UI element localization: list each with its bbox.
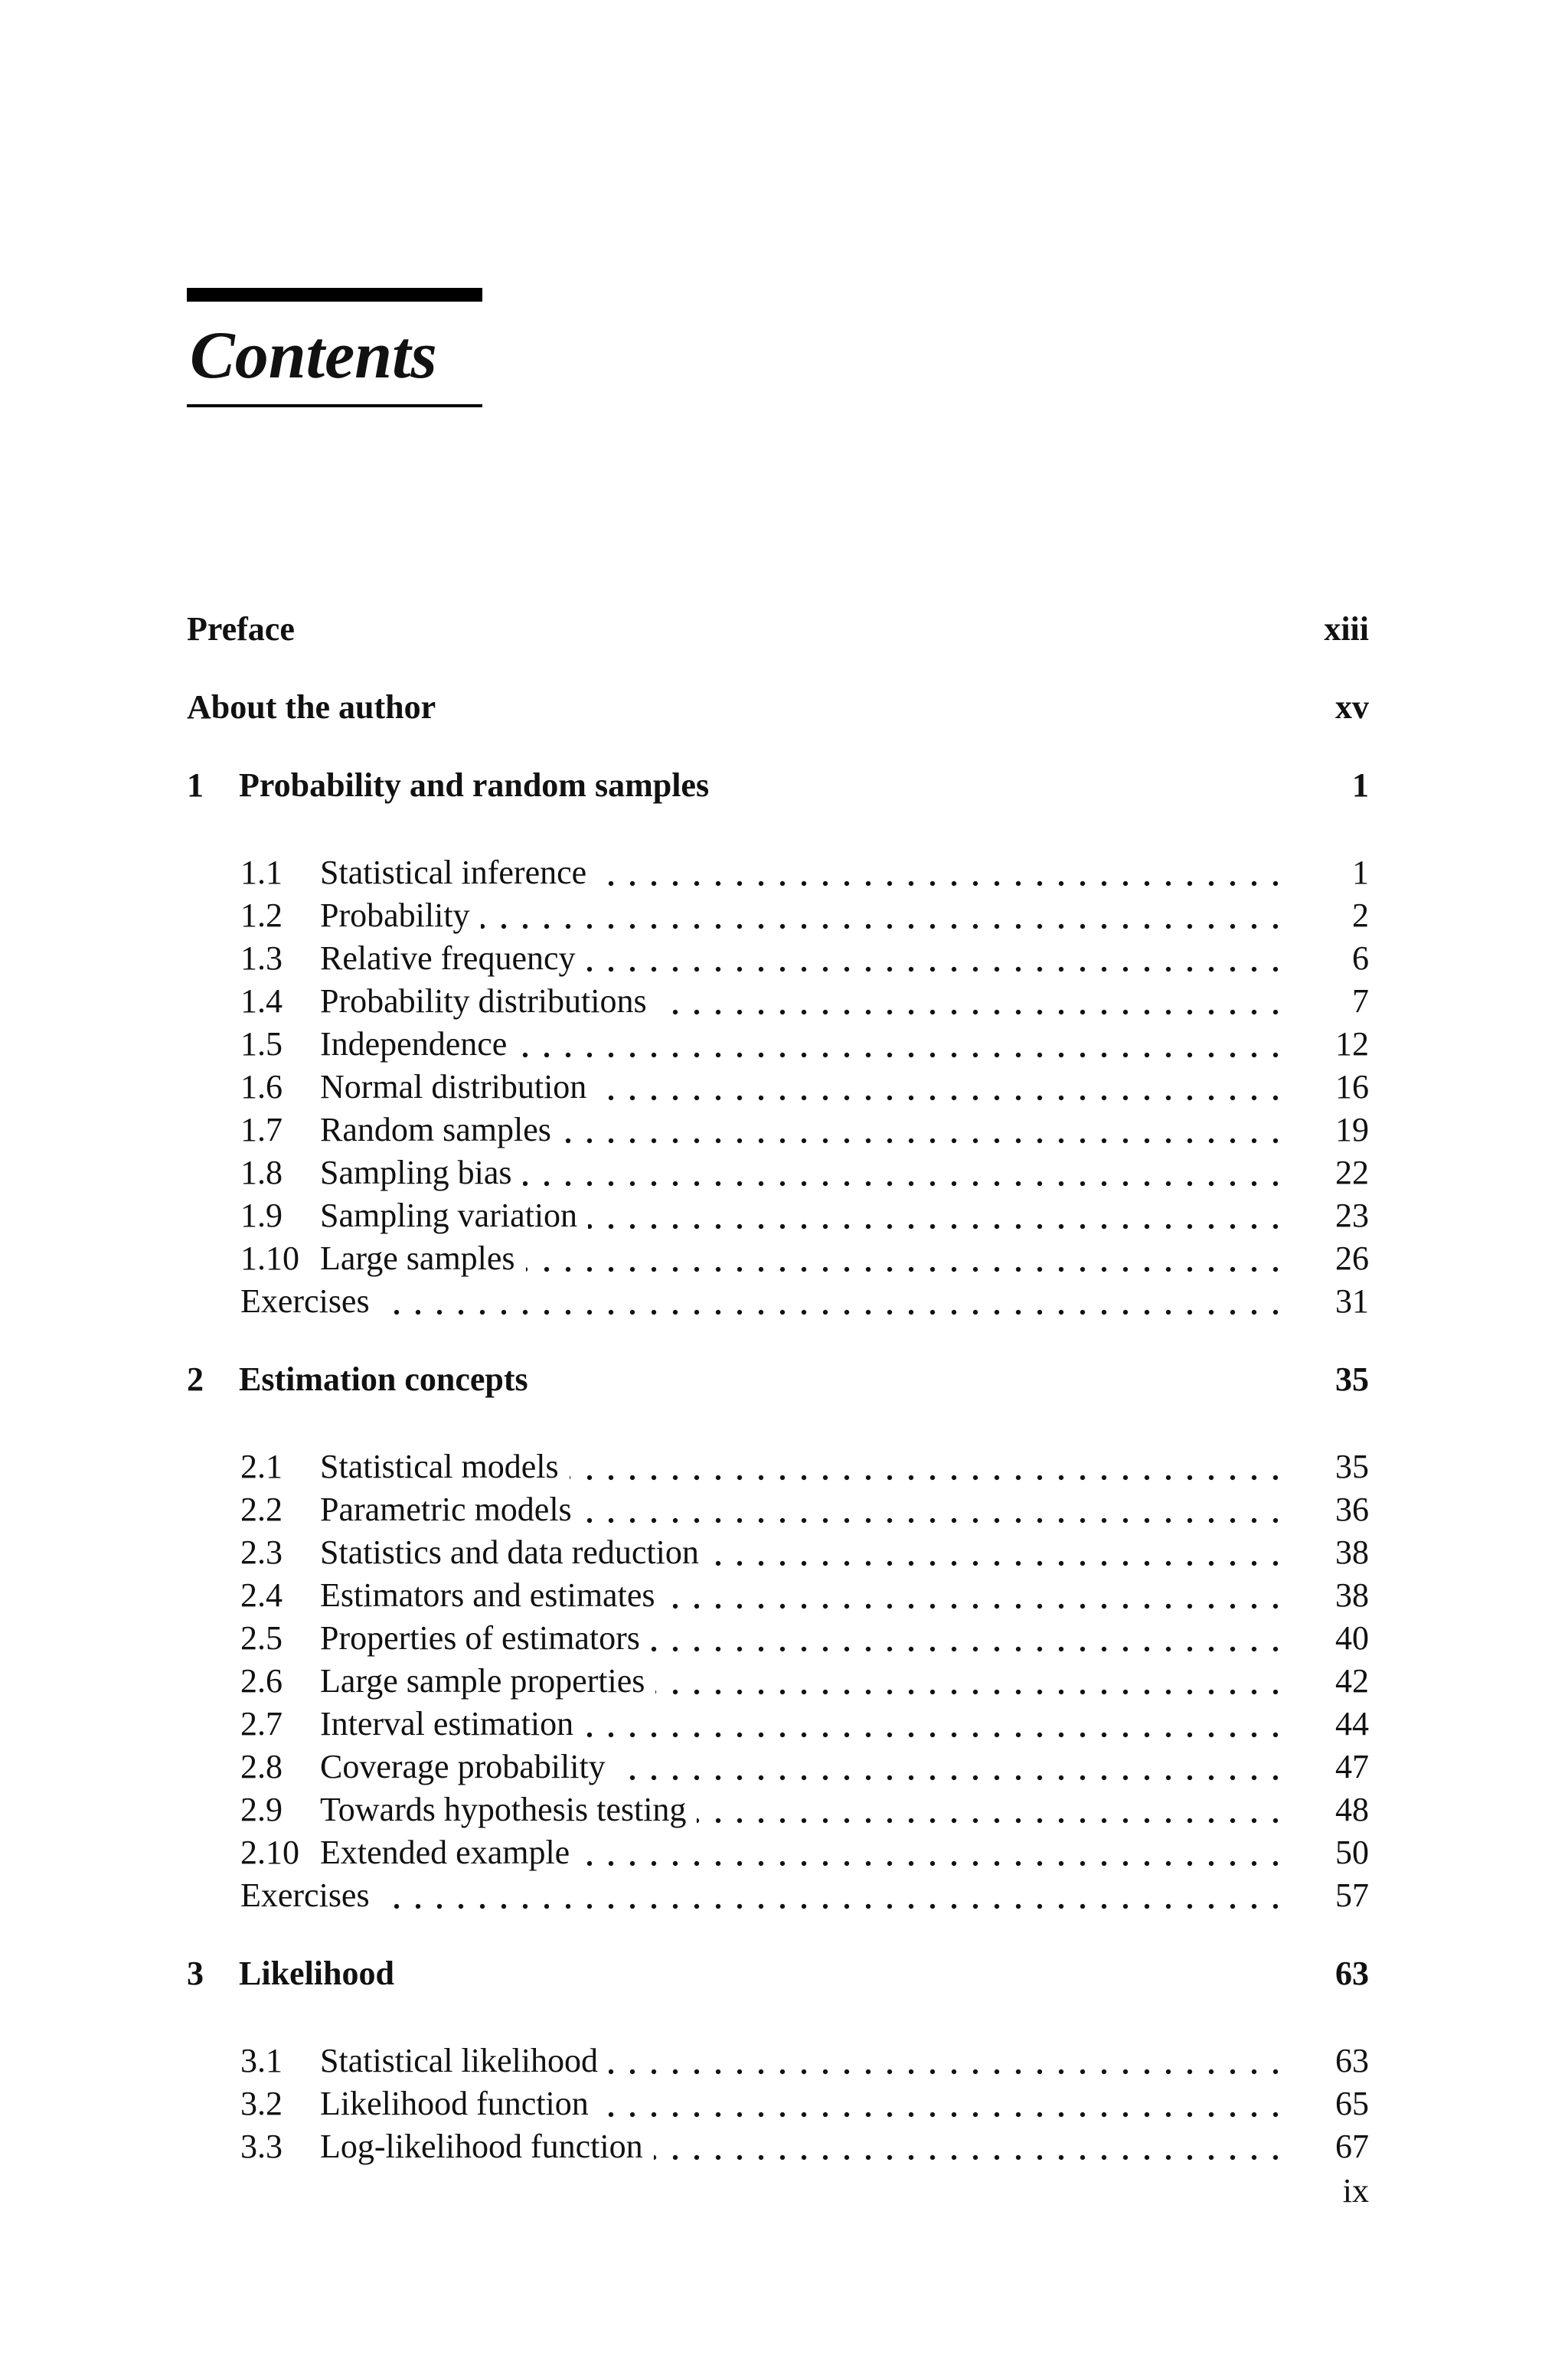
toc-entry-page: xiii (1324, 610, 1369, 648)
toc-entry-number: 2.1 (240, 1448, 283, 1485)
toc-entry-number: 2.4 (240, 1576, 283, 1614)
toc-entry-title: Sampling variation (320, 1197, 578, 1234)
toc-entry-title: Preface (187, 610, 295, 648)
toc-entry-page: 44 (1335, 1705, 1369, 1743)
toc-entry-title: Likelihood function (320, 2085, 589, 2122)
toc-entry-section[interactable] (187, 1615, 1369, 1661)
toc-entry-number: 3.1 (240, 2042, 283, 2079)
dot-leader (526, 1236, 1286, 1282)
dot-leader (697, 1787, 1286, 1833)
toc-entry-section[interactable] (187, 1573, 1369, 1618)
toc-entry-number: 2.8 (240, 1748, 283, 1785)
toc-entry-chapter[interactable] (187, 763, 1369, 808)
toc-entry-title: Probability (320, 897, 470, 934)
toc-entry-section[interactable] (187, 1444, 1369, 1490)
toc-entry-page: 38 (1335, 1576, 1369, 1614)
toc-entry-number: 1.5 (240, 1025, 283, 1063)
toc-entry-number: 2.3 (240, 1533, 283, 1571)
dot-leader (665, 1573, 1286, 1618)
toc-entry-page: 23 (1335, 1197, 1369, 1234)
dot-leader (562, 1107, 1286, 1153)
toc-entry-title: Towards hypothesis testing (320, 1791, 687, 1828)
dot-leader (588, 1193, 1286, 1239)
dot-leader (597, 850, 1286, 896)
toc-entry-title: Large sample properties (320, 1662, 645, 1700)
toc-entry-title: Large samples (320, 1240, 515, 1277)
page-title: Contents (190, 318, 437, 393)
toc-entry-page: 22 (1335, 1154, 1369, 1191)
toc-entry-page: 7 (1352, 982, 1369, 1020)
toc-entry-page: 6 (1352, 939, 1369, 977)
toc-entry-page: 38 (1335, 1533, 1369, 1571)
toc-entry-page: 35 (1335, 1448, 1369, 1485)
toc-entry-title: Properties of estimators (320, 1619, 640, 1657)
toc-entry-page: 67 (1335, 2128, 1369, 2165)
toc-entry-page: 63 (1335, 2042, 1369, 2079)
dot-leader (654, 2124, 1286, 2170)
toc-entry-page: 42 (1335, 1662, 1369, 1700)
toc-entry-title: Random samples (320, 1111, 551, 1148)
toc-entry-title: Normal distribution (320, 1068, 587, 1106)
toc-entry-section[interactable] (187, 2038, 1369, 2084)
title-bottom-rule (187, 404, 482, 407)
toc-entry-page: 19 (1335, 1111, 1369, 1148)
toc-entry-page: 40 (1335, 1619, 1369, 1657)
toc-entry-chapter[interactable] (187, 1951, 1369, 1997)
toc-entry-page: 31 (1335, 1282, 1369, 1320)
toc-entry-number: 1.8 (240, 1154, 283, 1191)
dot-leader (481, 893, 1286, 939)
dot-leader (584, 1701, 1286, 1747)
toc-entry-number: 2 (187, 1360, 204, 1398)
toc-entry-title: Exercises (240, 1282, 370, 1320)
toc-entry-section[interactable] (187, 1658, 1369, 1704)
toc-entry-title: Probability and random samples (239, 766, 710, 804)
toc-entry-exercises[interactable] (187, 1279, 1369, 1324)
toc-entry-title: Extended example (320, 1834, 570, 1871)
toc-entry-page: 12 (1335, 1025, 1369, 1063)
toc-entry-page: 63 (1335, 1955, 1369, 1992)
toc-entry-title: Estimators and estimates (320, 1576, 655, 1614)
toc-entry-page: 65 (1335, 2085, 1369, 2122)
toc-entry-chapter[interactable] (187, 1357, 1369, 1403)
toc-entry-section[interactable] (187, 1744, 1369, 1790)
toc-entry-number: 3 (187, 1955, 204, 1992)
toc-entry-number: 1.7 (240, 1111, 283, 1148)
toc-entry-title: Statistics and data reduction (320, 1533, 699, 1571)
toc-entry-section[interactable] (187, 978, 1369, 1024)
toc-entry-section[interactable] (187, 893, 1369, 939)
toc-entry-exercises[interactable] (187, 1873, 1369, 1919)
toc-entry-page: 47 (1335, 1748, 1369, 1785)
dot-leader (616, 1744, 1286, 1790)
dot-leader (658, 978, 1286, 1024)
toc-entry-section[interactable] (187, 2124, 1369, 2170)
toc-entry-number: 2.9 (240, 1791, 283, 1828)
toc-entry-page: xv (1335, 688, 1369, 726)
toc-entry-title: Probability distributions (320, 982, 647, 1020)
toc-entry-number: 2.2 (240, 1491, 283, 1528)
page-number: ix (1342, 2172, 1369, 2210)
toc-entry-title: Statistical likelihood (320, 2042, 598, 2079)
toc-entry-section[interactable] (187, 1150, 1369, 1196)
toc-entry-section[interactable] (187, 1530, 1369, 1576)
toc-entry-title: Log-likelihood function (320, 2128, 643, 2165)
toc-entry-title: Parametric models (320, 1491, 572, 1528)
toc-entry-title: Sampling bias (320, 1154, 512, 1191)
dot-leader (586, 936, 1286, 981)
toc-entry-number: 1 (187, 766, 204, 804)
toc-entry-title: Exercises (240, 1876, 370, 1914)
toc-entry-page: 57 (1335, 1876, 1369, 1914)
toc-entry-top[interactable] (187, 684, 1369, 730)
toc-entry-number: 1.3 (240, 939, 283, 977)
toc-entry-number: 2.10 (240, 1834, 299, 1871)
toc-entry-page: 36 (1335, 1491, 1369, 1528)
toc-entry-number: 1.9 (240, 1197, 283, 1234)
toc-entry-section[interactable] (187, 1107, 1369, 1153)
toc-entry-title: About the author (187, 688, 436, 726)
toc-entry-number: 2.7 (240, 1705, 283, 1743)
toc-entry-section[interactable] (187, 1193, 1369, 1239)
toc-entry-title: Coverage probability (320, 1748, 606, 1785)
dot-leader (580, 1830, 1286, 1876)
dot-leader (381, 1873, 1286, 1919)
dot-leader (599, 2081, 1286, 2127)
dot-leader (523, 1150, 1286, 1196)
toc-entry-section[interactable] (187, 1787, 1369, 1833)
toc-entry-page: 35 (1335, 1360, 1369, 1398)
toc-entry-page: 1 (1352, 766, 1369, 804)
toc-entry-section[interactable] (187, 1830, 1369, 1876)
toc-entry-page: 1 (1352, 854, 1369, 891)
title-top-rule (187, 288, 482, 302)
toc-entry-number: 3.3 (240, 2128, 283, 2165)
toc-entry-title: Estimation concepts (239, 1360, 528, 1398)
toc-entry-section[interactable] (187, 1021, 1369, 1067)
toc-entry-number: 1.1 (240, 854, 283, 891)
toc-entry-page: 26 (1335, 1240, 1369, 1277)
toc-entry-number: 3.2 (240, 2085, 283, 2122)
toc-entry-title: Independence (320, 1025, 508, 1063)
toc-entry-section[interactable] (187, 2081, 1369, 2127)
toc-entry-title: Likelihood (239, 1955, 394, 1992)
toc-entry-page: 16 (1335, 1068, 1369, 1106)
dot-leader (655, 1658, 1286, 1704)
dot-leader (651, 1615, 1286, 1661)
toc-entry-title: Interval estimation (320, 1705, 574, 1743)
toc-entry-number: 1.6 (240, 1068, 283, 1106)
toc-entry-section[interactable] (187, 1487, 1369, 1533)
dot-leader (583, 1487, 1286, 1533)
toc-entry-section[interactable] (187, 1701, 1369, 1747)
dot-leader (381, 1279, 1286, 1324)
toc-entry-title: Relative frequency (320, 939, 576, 977)
toc-entry-number: 1.2 (240, 897, 283, 934)
toc-entry-section[interactable] (187, 1064, 1369, 1110)
toc-entry-title: Statistical inference (320, 854, 587, 891)
toc-entry-number: 2.6 (240, 1662, 283, 1700)
toc-entry-page: 50 (1335, 1834, 1369, 1871)
dot-leader (518, 1021, 1286, 1067)
toc-entry-top[interactable] (187, 606, 1369, 652)
dot-leader (609, 2038, 1286, 2084)
toc-entry-section[interactable] (187, 850, 1369, 896)
dot-leader (597, 1064, 1286, 1110)
dot-leader (710, 1530, 1286, 1576)
toc-entry-section[interactable] (187, 936, 1369, 981)
toc-entry-section[interactable] (187, 1236, 1369, 1282)
dot-leader (570, 1444, 1286, 1490)
toc-entry-title: Statistical models (320, 1448, 559, 1485)
toc-entry-number: 1.4 (240, 982, 283, 1020)
toc-entry-number: 1.10 (240, 1240, 299, 1277)
toc-entry-page: 2 (1352, 897, 1369, 934)
toc-entry-page: 48 (1335, 1791, 1369, 1828)
toc-entry-number: 2.5 (240, 1619, 283, 1657)
